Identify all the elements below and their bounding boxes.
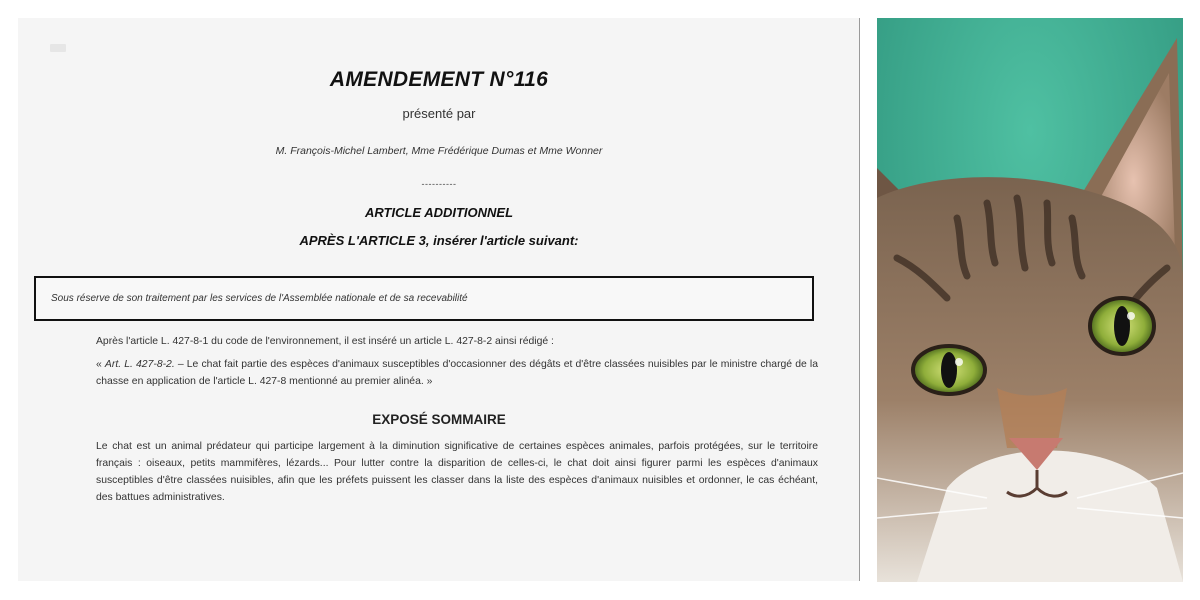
amendment-document [18,18,860,581]
reserve-note-text: Sous réserve de son traitement par les services de l'Assemblée nationale et de sa recevabilité [51,293,468,304]
article-reference: Art. L. 427-8-2. [104,359,175,370]
article-body: – Le chat fait partie des espèces d'animaux susceptibles d'occasionner des dégâts et d'être classées nuisibles par le ministre chargé de la chasse en application de l'article L. 427-8 mentionné au premier alinéa. » [96,359,818,387]
presented-by-label: présenté par [402,106,476,121]
panel-divider [859,18,860,581]
reserve-note-box [34,276,814,321]
cat-photo [877,18,1183,582]
expose-paragraph: Le chat est un animal prédateur qui participe largement à la diminution significative de certaines espèces animales, parfois protégées, sur le territoire français : oiseaux, petits mammifères, lézards... Pour lutter contre la disparition de celles-ci, le chat doit ainsi figurer parmi les espèces d'animaux susceptibles d'être classées nuisibles, afin que les préfets puissent les classer dans la liste des espèces d'animaux nuisibles et ordonner, le cas échéant, des battues administratives. [96,441,818,503]
article-paragraph [96,356,818,390]
expose-heading: EXPOSÉ SOMMAIRE [372,412,506,427]
amendment-title: AMENDEMENT N°116 [329,68,549,91]
document-tag [50,44,66,52]
cat-illustration [877,18,1183,582]
intro-paragraph: Après l'article L. 427-8-1 du code de l'environnement, il est inséré un article L. 427-8-2 ainsi rédigé : [96,336,554,347]
right-pupil [1114,306,1130,346]
article-instruction: APRÈS L'ARTICLE 3, insérer l'article suivant: [299,233,579,248]
article-heading: ARTICLE ADDITIONNEL [364,205,514,220]
authors-line: M. François-Michel Lambert, Mme Frédérique Dumas et Mme Wonner [275,145,603,157]
left-pupil [941,352,957,388]
separator-line: ---------- [421,179,457,189]
article-quote-open: « [96,359,105,370]
